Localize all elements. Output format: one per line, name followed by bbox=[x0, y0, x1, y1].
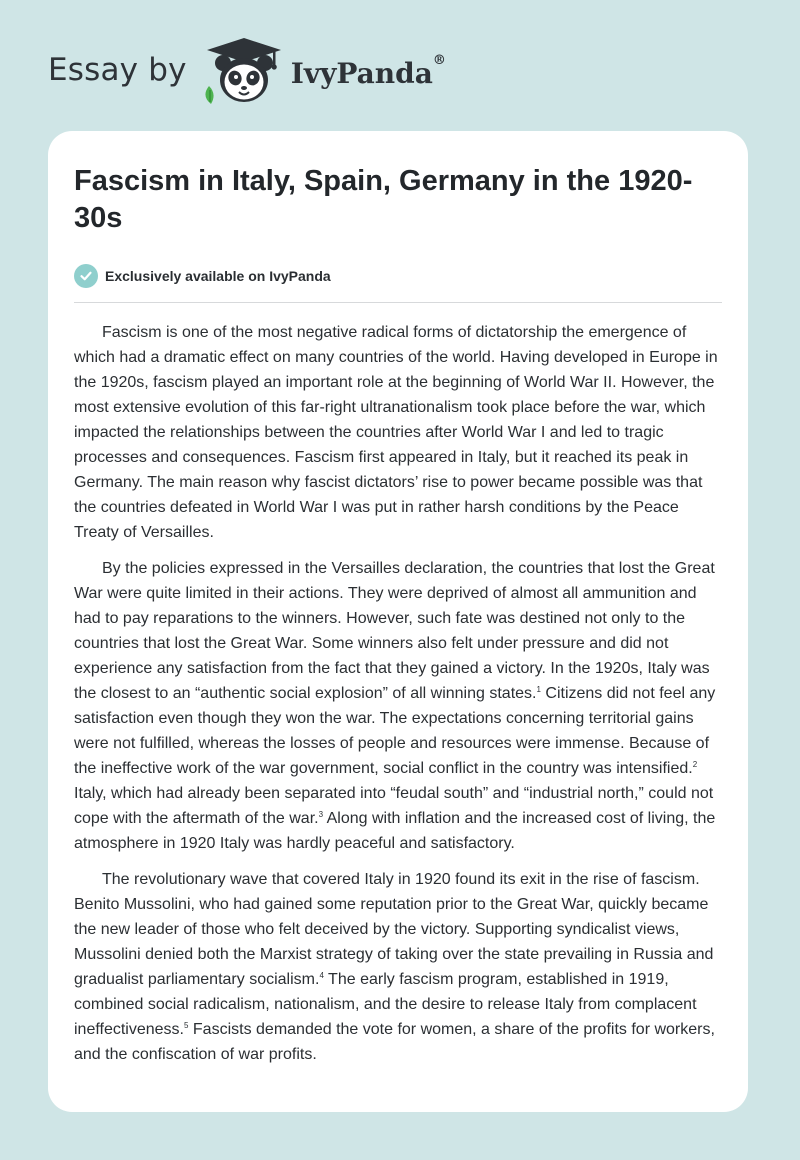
divider bbox=[74, 302, 722, 303]
essay-card bbox=[48, 131, 748, 1112]
footnote-ref[interactable]: 5 bbox=[184, 1021, 189, 1030]
essay-paragraph: The revolutionary wave that covered Italy in 1920 found its exit in the rise of fascism. Benito Mussolini, who had gained some reputation prior to the Great War, quickly became the new leader of those who felt deceived by the victory. Supporting syndicalist views, Mussolini denied both the Marxist strategy of taking over the state prevailing in Russia and gradualist parliamentary socialism.$^4$ The early fascism program, established in 1919, combined social radicalism, nationalism, and the desire to release Italy from complacent ineffectiveness.$^5$ Fascists demanded the vote for women, a share of the profits for workers, and the confiscation of war profits. bbox=[74, 871, 715, 1063]
essay-body bbox=[74, 320, 726, 1078]
badge-label: Exclusively available on IvyPanda bbox=[105, 268, 331, 284]
essay-paragraph: By the policies expressed in the Versailles declaration, the countries that lost the Great War were quite limited in their actions. They were deprived of almost all ammunition and had to pay reparations to the winners. However, such fate was destined not only to the countries that lost the Great War. Some winners also felt under pressure and did not experience any satisfaction from the fact that they gained a victory. In the 1920s, Italy was the closest to an “authentic social explosion” of all winning states.$^1$ Citizens did not feel any satisfaction even though they won the war. The expectations concerning territorial gains were not fulfilled, whereas the losses of people and resources were immense. Because of the ineffective work of the war government, social conflict in the country was intensified.$^2$ Italy, which had already been separated into “feudal south” and “industrial north,” could not cope with the aftermath of the war.$^3$ Along with inflation and the increased cost of living, the atmosphere in 1920 Italy was hardly peaceful and satisfactory. bbox=[74, 560, 716, 852]
footnote-ref[interactable]: 1 bbox=[536, 685, 541, 694]
registered-mark: ® bbox=[432, 52, 446, 68]
brand-prefix: Essay by bbox=[48, 52, 187, 88]
exclusive-badge bbox=[74, 264, 331, 288]
brand-name: IvyPanda® bbox=[290, 52, 446, 90]
essay-title: Fascism in Italy, Spain, Germany in the 1920-30s bbox=[74, 165, 693, 234]
footnote-ref[interactable]: 2 bbox=[692, 760, 698, 769]
panda-logo-icon bbox=[203, 36, 285, 108]
brand-header bbox=[48, 36, 446, 108]
check-icon bbox=[74, 264, 98, 288]
footnote-ref[interactable]: 3 bbox=[318, 810, 324, 819]
footnote-ref[interactable]: 4 bbox=[319, 971, 324, 980]
essay-paragraph: Fascism is one of the most negative radical forms of dictatorship the emergence of which had a dramatic effect on many countries of the world. Having developed in Europe in the 1920s, fascism played an important role at the beginning of World War II. However, the most extensive evolution of this far-right ultranationalism took place before the war, which impacted the relationships between the countries after World War I and led to tragic processes and consequences. Fascism first appeared in Italy, but it reached its peak in Germany. The main reason why fascist dictators’ rise to power became possible was that the countries defeated in World War I was put in rather harsh conditions by the Peace Treaty of Versailles. bbox=[74, 324, 718, 541]
